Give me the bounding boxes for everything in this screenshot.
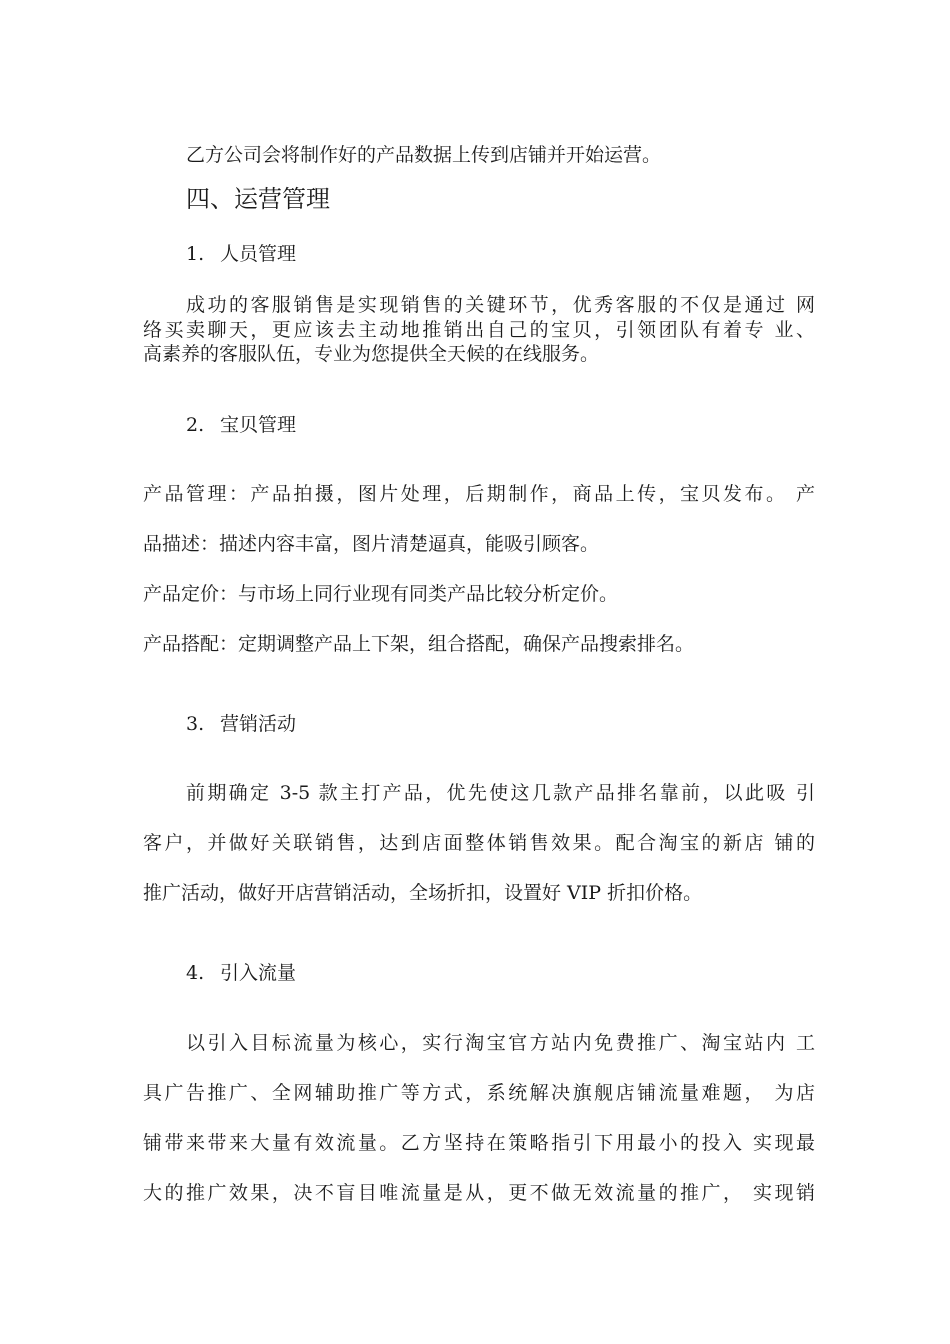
subsection-title: 人员管理: [220, 243, 297, 265]
paragraph-line: 铺带来带来大量有效流量。乙方坚持在策略指引下用最小的投入 实现最: [143, 1132, 815, 1154]
paragraph-line: 以引入目标流量为核心，实行淘宝官方站内免费推广、淘宝站内 工: [186, 1032, 815, 1054]
subsection-heading-1: [186, 242, 296, 266]
section-title: 四、运营管理: [186, 185, 330, 213]
paragraph-line: 具广告推广、全网辅助推广等方式，系统解决旗舰店铺流量难题， 为店: [143, 1082, 815, 1104]
subsection-heading-3: [186, 712, 296, 736]
paragraph-line: 大的推广效果，决不盲目唯流量是从，更不做无效流量的推广， 实现销: [143, 1182, 815, 1204]
subsection-number: 1.: [186, 243, 205, 265]
paragraph-line: 产品搭配：定期调整产品上下架，组合搭配，确保产品搜索排名。: [143, 633, 695, 655]
paragraph-line: 前期确定 3-5 款主打产品，优先使这几款产品排名靠前，以此吸 引: [186, 782, 815, 804]
paragraph-line: 产品管理：产品拍摄，图片处理，后期制作，商品上传，宝贝发布。 产: [143, 483, 815, 505]
paragraph-line: 产品定价：与市场上同行业现有同类产品比较分析定价。: [143, 583, 619, 605]
subsection-number: 3.: [186, 713, 205, 735]
paragraph-line: 成功的客服销售是实现销售的关键环节，优秀客服的不仅是通过 网: [186, 294, 815, 316]
subsection-heading-2: [186, 413, 296, 437]
subsection-title: 营销活动: [220, 713, 297, 735]
paragraph-line: 客户，并做好关联销售，达到店面整体销售效果。配合淘宝的新店 铺的: [143, 832, 815, 854]
intro-paragraph: 乙方公司会将制作好的产品数据上传到店铺并开始运营。: [186, 144, 662, 166]
paragraph-line: 推广活动，做好开店营销活动，全场折扣，设置好 VIP 折扣价格。: [143, 882, 703, 904]
subsection-title: 宝贝管理: [220, 414, 297, 436]
subsection-heading-4: [186, 961, 296, 985]
subsection-title: 引入流量: [220, 962, 297, 984]
paragraph-line: 高素养的客服队伍，专业为您提供全天候的在线服务。: [143, 343, 600, 365]
paragraph-line: 络买卖聊天，更应该去主动地推销出自己的宝贝，引领团队有着专 业、: [143, 319, 815, 341]
subsection-number: 2.: [186, 414, 205, 436]
subsection-number: 4.: [186, 962, 205, 984]
paragraph-line: 品描述：描述内容丰富，图片清楚逼真，能吸引顾客。: [143, 533, 600, 555]
